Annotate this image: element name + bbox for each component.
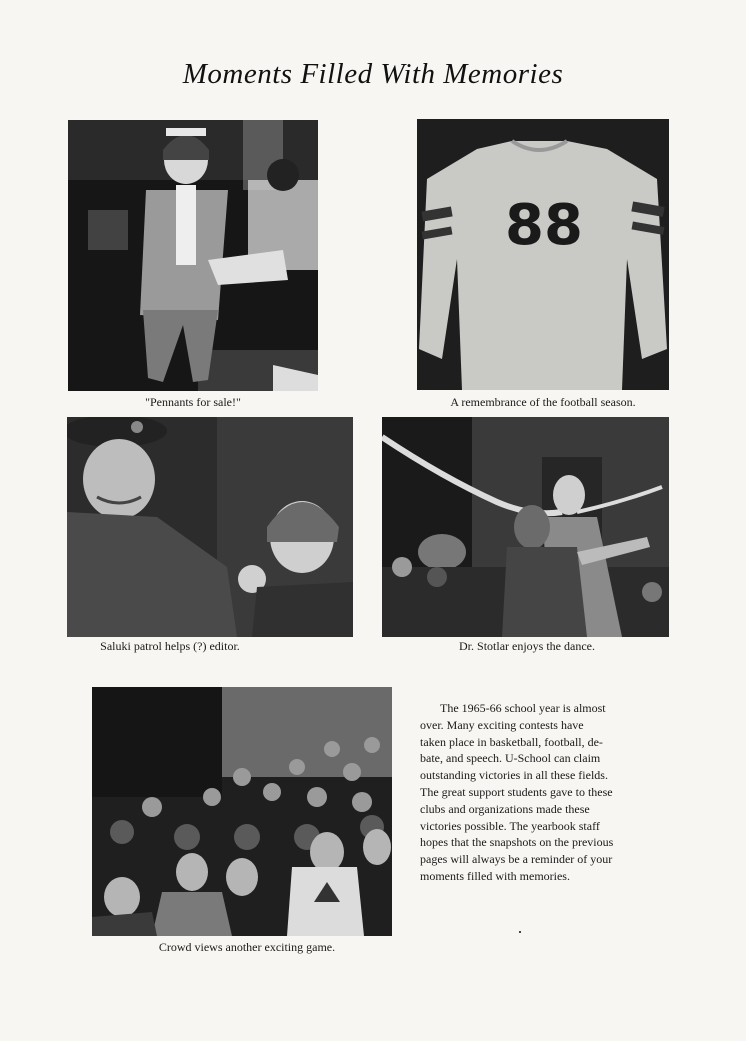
print-speck bbox=[519, 931, 521, 933]
paragraph-line: pages will always be a reminder of your bbox=[420, 852, 613, 867]
caption-saluki-patrol: Saluki patrol helps (?) editor. bbox=[100, 639, 240, 653]
paragraph-line: taken place in basketball, football, de- bbox=[420, 734, 603, 749]
paragraph-line: moments filled with memories. bbox=[420, 868, 570, 883]
caption-pennants: "Pennants for sale!" bbox=[145, 395, 241, 409]
paragraph-line: over. Many exciting contests have bbox=[420, 717, 584, 732]
caption-dance: Dr. Stotlar enjoys the dance. bbox=[459, 639, 595, 653]
photo-pennants bbox=[68, 120, 318, 391]
caption-crowd: Crowd views another exciting game. bbox=[158, 940, 336, 954]
paragraph-line: outstanding victories in all these fields. bbox=[420, 768, 608, 783]
photo-crowd bbox=[92, 687, 392, 936]
closing-paragraph bbox=[420, 700, 656, 885]
paragraph-line: victories possible. The yearbook staff bbox=[420, 818, 600, 833]
photo-dance bbox=[382, 417, 669, 637]
photo-saluki-patrol bbox=[67, 417, 353, 637]
paragraph-line: The 1965-66 school year is almost bbox=[440, 701, 606, 715]
page-title: Moments Filled With Memories bbox=[182, 58, 564, 90]
paragraph-line: clubs and organizations made these bbox=[420, 801, 590, 816]
paragraph-line: The great support students gave to these bbox=[420, 784, 613, 799]
photo-jersey bbox=[417, 119, 669, 390]
jersey-number: 88 bbox=[505, 193, 583, 258]
paragraph-line: hopes that the snapshots on the previous bbox=[420, 835, 614, 850]
caption-jersey: A remembrance of the football season. bbox=[450, 395, 636, 409]
paragraph-line: bate, and speech. U-School can claim bbox=[420, 751, 601, 766]
